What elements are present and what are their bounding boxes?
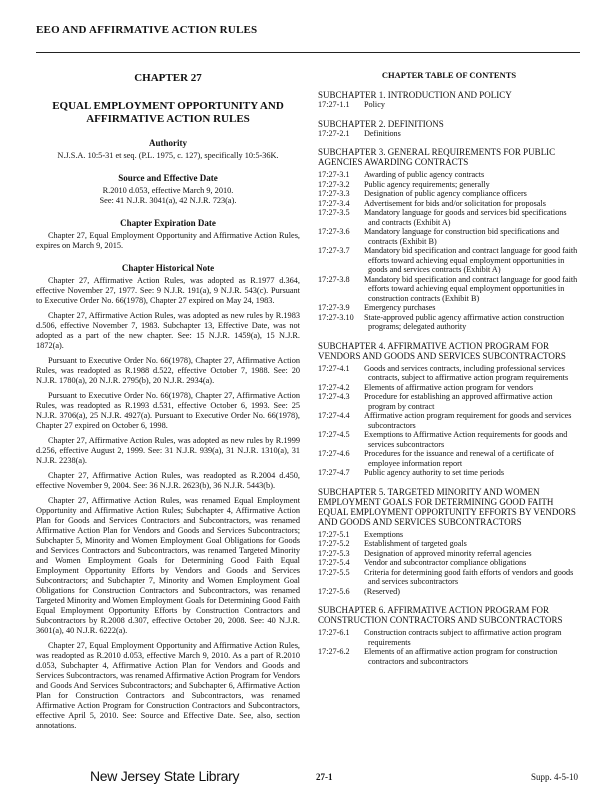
section-title: Exemptions to Affirmative Action requirements for goods and services subcontractors bbox=[364, 430, 568, 449]
section-number: 17:27-3.3 bbox=[318, 189, 350, 198]
section-title: Definitions bbox=[364, 128, 401, 138]
running-head: EEO AND AFFIRMATIVE ACTION RULES bbox=[36, 24, 258, 36]
toc-entry bbox=[318, 313, 580, 332]
section-number: 17:27-2.1 bbox=[318, 128, 350, 138]
toc-entry bbox=[318, 227, 580, 246]
left-column bbox=[36, 70, 300, 731]
section-number: 17:27-5.4 bbox=[318, 558, 350, 567]
toc-entry bbox=[318, 411, 580, 430]
section-title: Designation of public agency compliance officers bbox=[364, 189, 527, 198]
toc-entry bbox=[318, 364, 580, 383]
section-number: 17:27-4.3 bbox=[318, 392, 350, 401]
toc-entry bbox=[318, 449, 580, 468]
section-number: 17:27-3.8 bbox=[318, 274, 350, 284]
section-title: Construction contracts subject to affirmative action program requirements bbox=[364, 628, 562, 647]
section-title: Mandatory bid specification and contract language for good faith efforts toward achieving equal employment opportunities in goods and services contracts (Exhibit A) bbox=[364, 246, 578, 274]
section-number: 17:27-4.1 bbox=[318, 363, 350, 373]
authority-text: N.J.S.A. 10:5-31 et seq. (P.L. 1975, c. 127), specifically 10:5-36K. bbox=[57, 151, 279, 160]
section-number: 17:27-6.1 bbox=[318, 628, 350, 637]
header-rule bbox=[36, 52, 580, 53]
expiration-heading: Chapter Expiration Date bbox=[120, 218, 216, 228]
historical-heading: Chapter Historical Note bbox=[121, 263, 215, 273]
section-number: 17:27-4.5 bbox=[318, 430, 350, 439]
toc-entry bbox=[318, 539, 580, 549]
toc-entry bbox=[318, 568, 580, 587]
toc-entry bbox=[318, 558, 580, 568]
section-title: Designation of approved minority referral agencies bbox=[364, 548, 532, 558]
section-title: Mandatory language for construction bid specifications and contracts (Exhibit B) bbox=[364, 227, 560, 246]
section-title: Public agency authority to set time periods bbox=[364, 468, 505, 477]
historical-paragraph: Chapter 27, Equal Employment Opportunity and Affirmative Action Rules, was readopted as R.2010 d.053, effective March 9, 2010. As a part of R.2010 d.053, Subchapter 4, Affirmative Action Plan for Vendors and Goods and Services Subcontractors, was renamed Affirmative Action Program for Vendors and Goods And Services Subcontractors; and Subchapter 6, Affirmative Action Plan for Construction Contractors and Subcontractors, was renamed Affirmative Action Program for Construction Contractors and Subcontractors, effective April 5, 2010. See: Source and Effective Date. See, also, section annotations. bbox=[36, 641, 300, 730]
section-title: (Reserved) bbox=[364, 586, 400, 596]
toc-entry bbox=[318, 129, 580, 139]
table-of-contents bbox=[318, 70, 580, 666]
historical-paragraph: Chapter 27, Affirmative Action Rules, was adopted as new rules by R.1983 d.506, effective November 7, 1983. Subchapter 13, Effective Date, was not adopted as a part of the new chapter. See: 15 N.J.R. 1459(a), 15 N.J.R. 1872(a). bbox=[36, 311, 300, 350]
toc-entry bbox=[318, 647, 580, 666]
section-number: 17:27-4.4 bbox=[318, 411, 350, 420]
section-title: Mandatory language for goods and services bid specifications and contracts (Exhibit A) bbox=[364, 208, 567, 227]
toc-entry bbox=[318, 208, 580, 227]
section-title: Goods and services contracts, including professional services contracts, subject to affirmative action program requirements bbox=[364, 363, 569, 382]
toc-entry bbox=[318, 170, 580, 180]
section-title: Elements of affirmative action program for vendors bbox=[364, 382, 533, 392]
authority-heading: Authority bbox=[149, 138, 187, 148]
section-number: 17:27-5.2 bbox=[318, 539, 350, 548]
source-line-1: R.2010 d.053, effective March 9, 2010. bbox=[102, 186, 234, 195]
toc-entry bbox=[318, 199, 580, 209]
section-number: 17:27-3.2 bbox=[318, 179, 350, 189]
section-number: 17:27-3.6 bbox=[318, 227, 350, 236]
toc-entry bbox=[318, 189, 580, 199]
toc-entry bbox=[318, 468, 580, 478]
historical-paragraph: Pursuant to Executive Order No. 66(1978), Chapter 27, Affirmative Action Rules, was readopted as R.1988 d.522, effective October 7, 1988. See: 20 N.J.R. 1780(a), 20 N.J.R. 2795(b), 20 N.J.R. 2934(a). bbox=[36, 356, 300, 385]
section-title: Awarding of public agency contracts bbox=[364, 170, 485, 179]
section-number: 17:27-5.6 bbox=[318, 586, 350, 596]
historical-paragraph: Pursuant to Executive Order No. 66(1978), Chapter 27, Affirmative Action Rules, was readopted as R.1993 d.531, effective October 6, 1993. See: 25 N.J.R. 3706(a), 25 N.J.R. 4927(a). Pursuant to Executive Order No. 66(1978), Chapter 27 expired on October 6, 1998. bbox=[36, 391, 300, 430]
subchapter-1-title: SUBCHAPTER 1. INTRODUCTION AND POLICY bbox=[318, 90, 512, 100]
chapter-title: EQUAL EMPLOYMENT OPPORTUNITY AND AFFIRMATIVE ACTION RULES bbox=[52, 100, 284, 125]
toc-entry bbox=[318, 246, 580, 275]
toc-entry bbox=[318, 275, 580, 304]
section-number: 17:27-4.6 bbox=[318, 449, 350, 458]
chapter-label: CHAPTER 27 bbox=[134, 72, 202, 84]
section-number: 17:27-1.1 bbox=[318, 100, 350, 109]
section-number: 17:27-4.7 bbox=[318, 468, 350, 477]
toc-entry bbox=[318, 430, 580, 449]
section-title: Emergency purchases bbox=[364, 303, 436, 312]
toc-entry bbox=[318, 530, 580, 540]
section-number: 17:27-5.3 bbox=[318, 548, 350, 558]
source-heading: Source and Effective Date bbox=[118, 173, 218, 183]
toc-heading: CHAPTER TABLE OF CONTENTS bbox=[381, 70, 517, 80]
section-number: 17:27-4.2 bbox=[318, 382, 350, 392]
subchapter-3-title: SUBCHAPTER 3. GENERAL REQUIREMENTS FOR PUBLIC AGENCIES AWARDING CONTRACTS bbox=[318, 147, 556, 167]
section-number: 17:27-3.10 bbox=[318, 312, 354, 322]
section-title: Establishment of targeted goals bbox=[364, 539, 467, 548]
section-number: 17:27-3.1 bbox=[318, 170, 350, 179]
expiration-text: Chapter 27, Equal Employment Opportunity and Affirmative Action Rules, expires on March 9, 2015. bbox=[36, 231, 300, 250]
section-number: 17:27-5.5 bbox=[318, 567, 350, 577]
section-number: 17:27-3.9 bbox=[318, 303, 350, 312]
section-title: Policy bbox=[364, 100, 385, 109]
section-title: Criteria for determining good faith efforts of vendors and goods and services subcontractors bbox=[364, 567, 574, 586]
toc-entry bbox=[318, 100, 580, 110]
subchapter-5-title: SUBCHAPTER 5. TARGETED MINORITY AND WOMEN EMPLOYMENT GOALS FOR DETERMINING GOOD FAITH EQUAL EMPLOYMENT OPPORTUNITY EFFORTS BY VENDORS AND GOODS AND SERVICES SUBCONTRACTORS bbox=[318, 486, 576, 527]
section-title: Vendor and subcontractor compliance obligations bbox=[364, 558, 527, 567]
source-line-2: See: 41 N.J.R. 3041(a), 42 N.J.R. 723(a). bbox=[99, 196, 237, 205]
section-title: Public agency requirements; generally bbox=[364, 179, 490, 189]
section-title: Affirmative action program requirement for goods and services subcontractors bbox=[364, 411, 572, 430]
section-title: Mandatory bid specification and contract language for good faith efforts toward achieving equal employment opportunities in construction contracts (Exhibit B) bbox=[364, 274, 578, 303]
subchapter-6-title: SUBCHAPTER 6. AFFIRMATIVE ACTION PROGRAM FOR CONSTRUCTION CONTRACTORS AND SUBCONTRACTORS bbox=[318, 605, 563, 625]
section-title: Advertisement for bids and/or solicitation for proposals bbox=[364, 198, 546, 208]
historical-paragraph: Chapter 27, Affirmative Action Rules, was renamed Equal Employment Opportunity and Affirmative Action Rules; Subchapter 4, Affirmative Action Plan for Goods and Services Contractors and Subcontractors, was renamed Affirmative Action Plan for Vendors and Goods and Services Subcontractors; Subchapter 5, Minority and Women Employment Goal Obligations for Goods and Services Contractors and Subcontractors, was renamed Targeted Minority and Women Employment Goals for Determining Good Faith Equal Employment Opportunity Efforts by Vendors and Goods and Services Subcontractors; and Subchapter 7, Minority and Women Employment Goal Obligations for Construction Contractors and Subcontractors, was renamed Targeted Minority and Women Employment Goals for Determining Good Faith Equal Employment Opportunity Efforts by Construction Contractors and Subcontractors by R.2008 d.307, effective October 20, 2008. See: 40 N.J.R. 3601(a), 40 N.J.R. 6222(a). bbox=[36, 496, 300, 635]
section-number: 17:27-5.1 bbox=[318, 529, 350, 539]
historical-paragraph: Chapter 27, Affirmative Action Rules, was adopted as R.1977 d.364, effective November 27, 1977. See: 9 N.J.R. 191(a), 9 N.J.R. 543(c). Pursuant to Executive Order No. 66(1978), Chapter 27 expired on May 24, 1983. bbox=[36, 276, 300, 305]
toc-entry bbox=[318, 587, 580, 597]
section-title: Elements of an affirmative action program for construction contractors and subcontractors bbox=[364, 647, 558, 666]
historical-paragraph: Chapter 27, Affirmative Action Rules, was adopted as new rules by R.1999 d.256, effective August 2, 1999. See: 31 N.J.R. 939(a), 31 N.J.R. 1310(a), 31 N.J.R. 2238(a). bbox=[36, 436, 300, 465]
section-title: Exemptions bbox=[364, 529, 404, 539]
section-number: 17:27-3.5 bbox=[318, 208, 350, 217]
historical-paragraph: Chapter 27, Affirmative Action Rules, was readopted as R.2004 d.450, effective November 9, 2004. See: 36 N.J.R. 2623(b), 36 N.J.R. 5443(b). bbox=[36, 471, 300, 490]
toc-entry bbox=[318, 549, 580, 559]
page-number: 27-1 bbox=[316, 772, 333, 782]
library-watermark: New Jersey State Library bbox=[90, 768, 240, 784]
subchapter-2-title: SUBCHAPTER 2. DEFINITIONS bbox=[318, 118, 444, 129]
subchapter-4-title: SUBCHAPTER 4. AFFIRMATIVE ACTION PROGRAM FOR VENDORS AND GOODS AND SERVICES SUBCONTRACTORS bbox=[318, 340, 566, 361]
toc-entry bbox=[318, 180, 580, 190]
toc-entry bbox=[318, 303, 580, 313]
section-number: 17:27-3.4 bbox=[318, 198, 350, 208]
supplement-date: Supp. 4-5-10 bbox=[531, 772, 578, 782]
section-title: State-approved public agency affirmative action construction programs; delegated authority bbox=[364, 312, 565, 331]
toc-entry bbox=[318, 628, 580, 647]
section-number: 17:27-3.7 bbox=[318, 246, 350, 255]
section-title: Procedures for the issuance and renewal of a certificate of employee information report bbox=[364, 449, 554, 468]
section-number: 17:27-6.2 bbox=[318, 647, 350, 656]
toc-entry bbox=[318, 392, 580, 411]
section-title: Procedure for establishing an approved affirmative action program by contract bbox=[364, 392, 553, 411]
toc-entry bbox=[318, 383, 580, 393]
